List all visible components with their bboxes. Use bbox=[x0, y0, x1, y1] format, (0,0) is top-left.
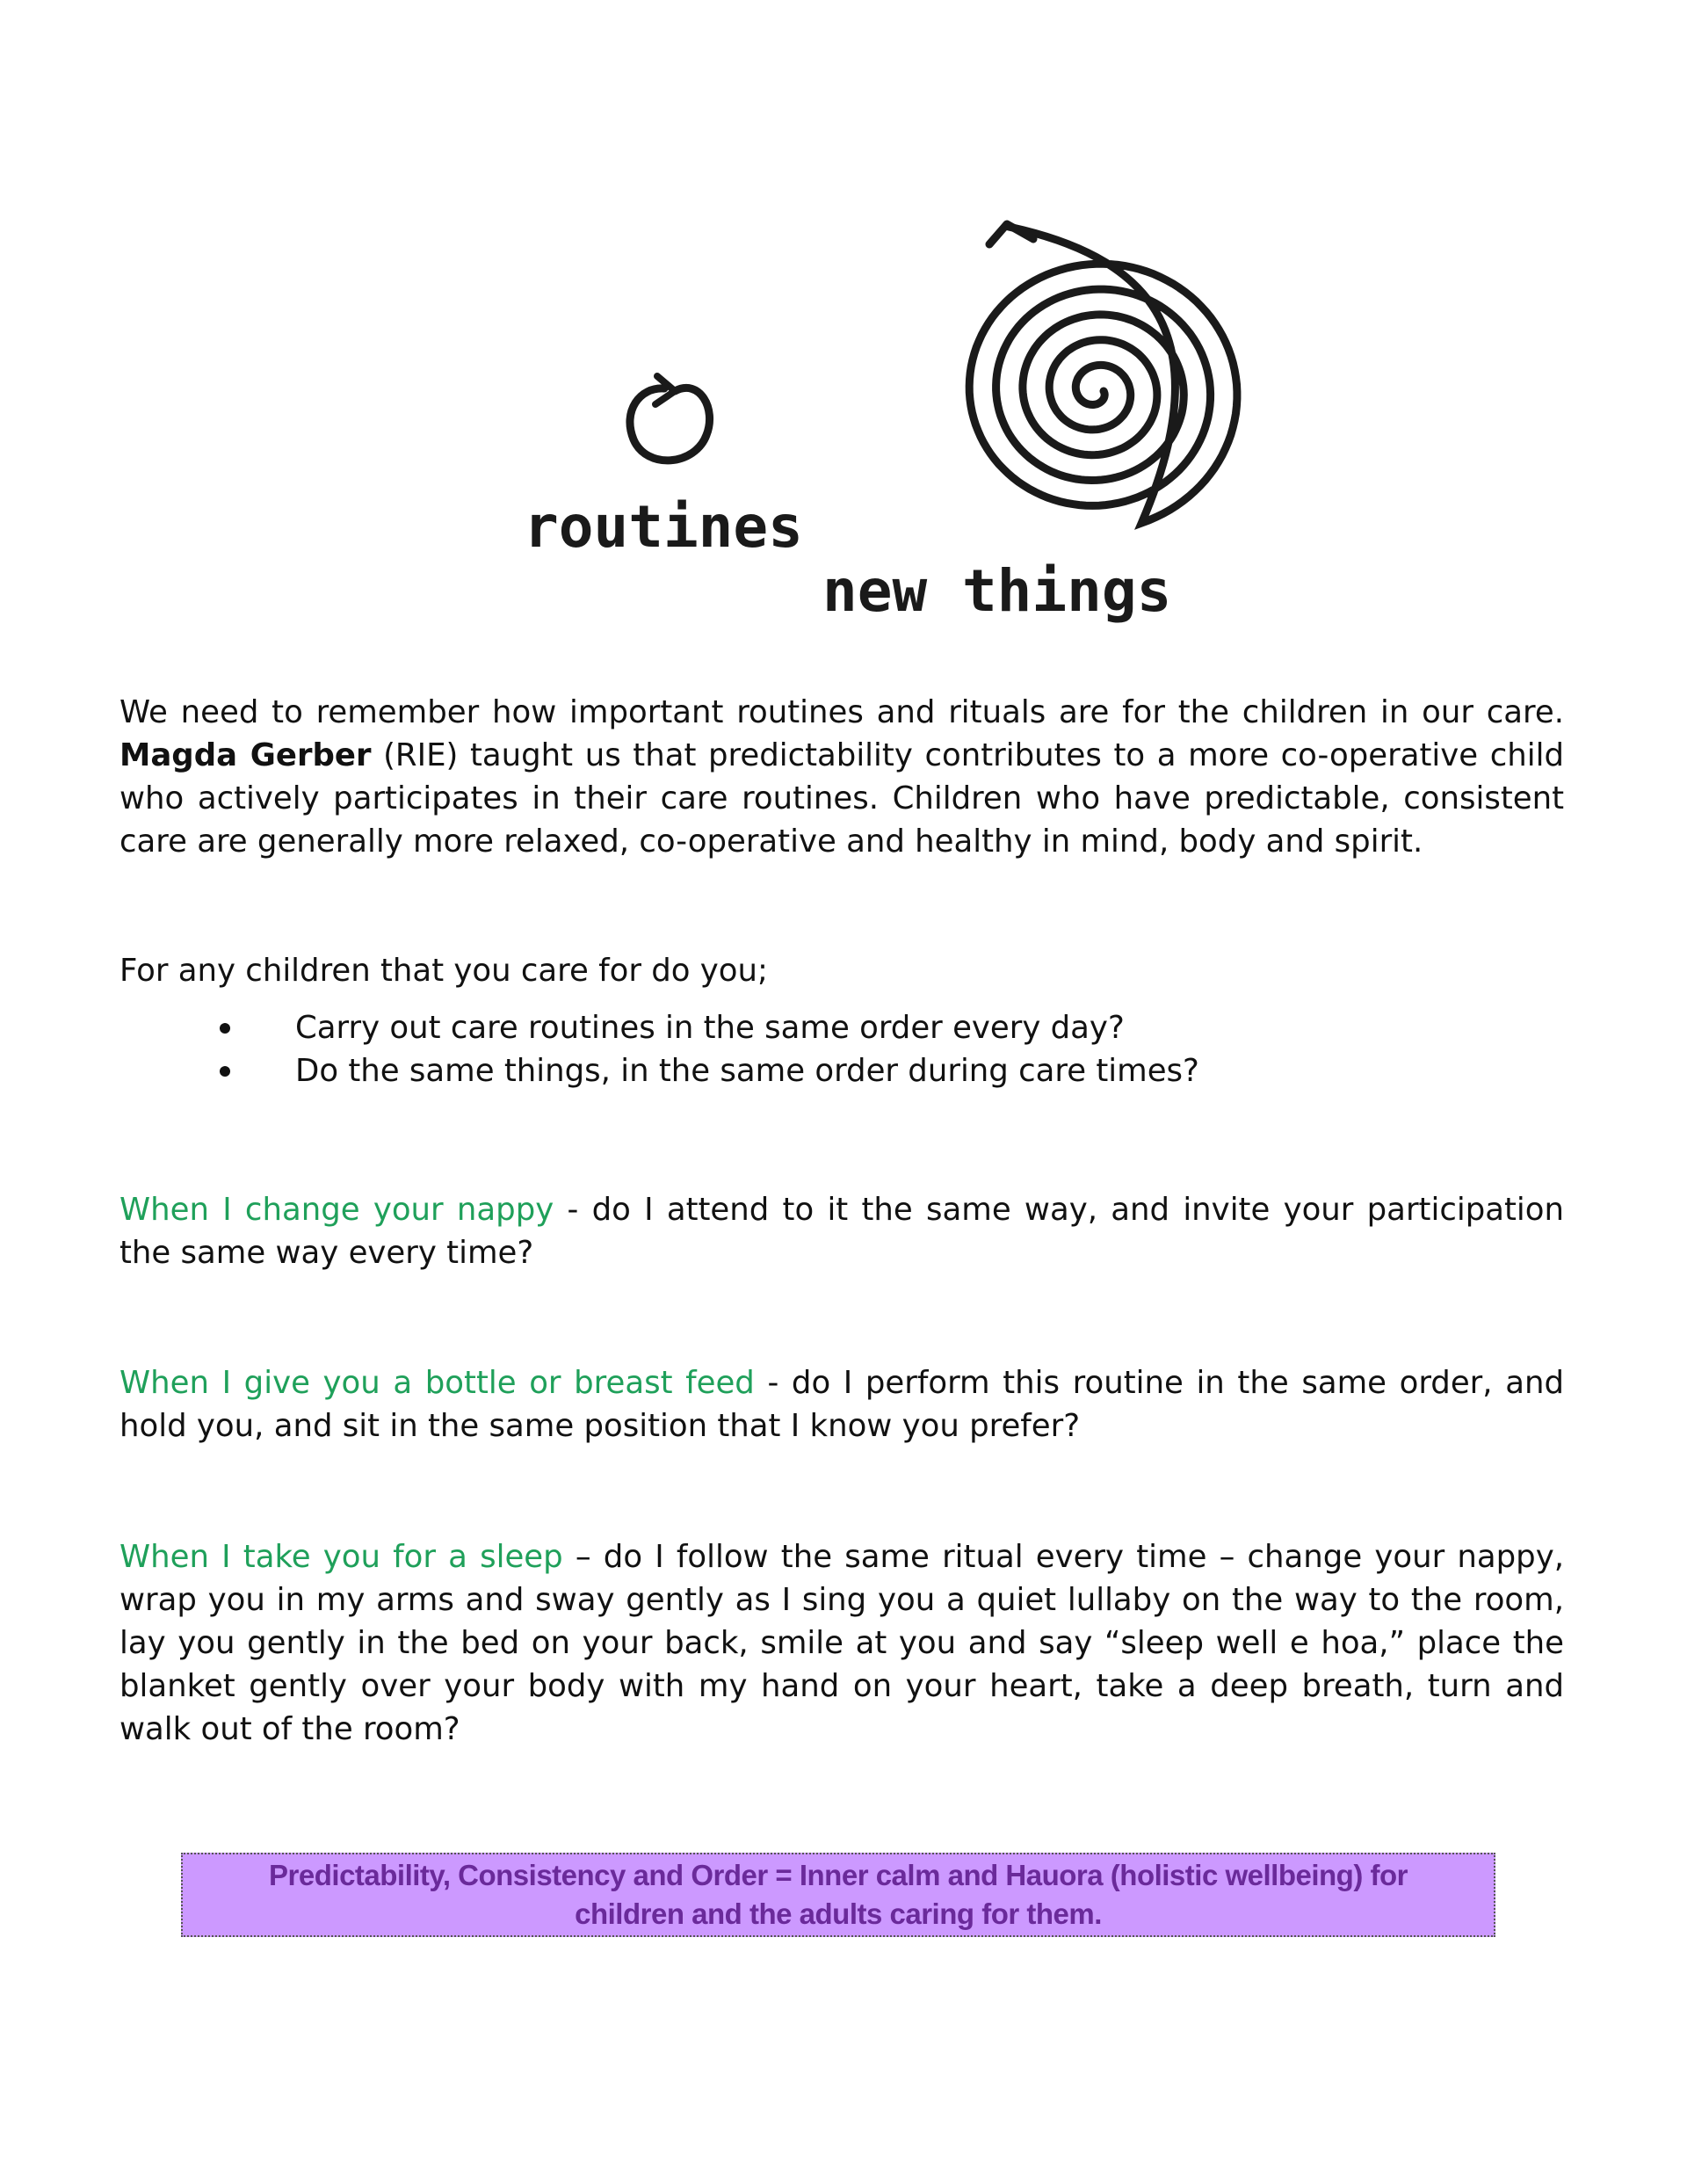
scenario-nappy bbox=[119, 1188, 1564, 1274]
list-item-text: Carry out care routines in the same order every day? bbox=[295, 1010, 1125, 1046]
illustration-drawing bbox=[119, 220, 1564, 659]
summary-callout-text: Predictability, Consistency and Order = Inner calm and Hauora (holistic wellbeing) for children and the adults caring for them. bbox=[269, 1859, 1408, 1930]
question-intro: For any children that you care for do you; bbox=[119, 953, 768, 989]
question-list bbox=[207, 1006, 1199, 1092]
scenario-lead: When I take you for a sleep bbox=[119, 1539, 563, 1575]
bullet-icon bbox=[220, 1023, 230, 1034]
routines-label: routines bbox=[524, 493, 803, 561]
scenario-lead: When I give you a bottle or breast feed bbox=[119, 1365, 755, 1401]
scenario-lead: When I change your nappy bbox=[119, 1192, 554, 1228]
scenario-text: - do I perform this routine in the same order, and hold you, and sit in the same position that I know you prefer? bbox=[119, 1365, 1564, 1444]
intro-sentence: We need to remember how important routines and rituals are for the children in our care. bbox=[119, 694, 1564, 730]
intro-continuation: (RIE) taught us that predictability contributes to a more co-operative child who actively participates in their care routines. Children who have predictable, consistent care are generally more relaxed, co-operative and healthy in mind, body and spirit. bbox=[119, 737, 1564, 860]
scenario-sleep bbox=[119, 1535, 1564, 1751]
scenario-feed bbox=[119, 1361, 1564, 1448]
new-things-label: new things bbox=[822, 557, 1172, 625]
list-item bbox=[207, 1006, 1199, 1049]
bullet-icon bbox=[220, 1066, 230, 1077]
author-name: Magda Gerber bbox=[119, 737, 372, 773]
document-page bbox=[119, 0, 1564, 2184]
spiral-icon bbox=[969, 224, 1237, 523]
intro-paragraph bbox=[119, 691, 1564, 863]
scenario-text: – do I follow the same ritual every time – change your nappy, wrap you in my arms and sway gently as I sing you a quiet lullaby on the way to the room, lay you gently in the bed on your back, smile at you and say “sleep well e hoa,” place the blanket gently over your body with my hand on your heart, take a deep breath, turn and walk out of the room? bbox=[119, 1539, 1564, 1747]
summary-callout-box bbox=[181, 1853, 1495, 1937]
scenario-text: - do I attend to it the same way, and invite your participation the same way every time? bbox=[119, 1192, 1564, 1271]
circle-loop-icon bbox=[630, 376, 710, 461]
routines-new-things-illustration bbox=[119, 220, 1564, 659]
list-item-text: Do the same things, in the same order during care times? bbox=[295, 1053, 1199, 1089]
list-item bbox=[207, 1049, 1199, 1092]
